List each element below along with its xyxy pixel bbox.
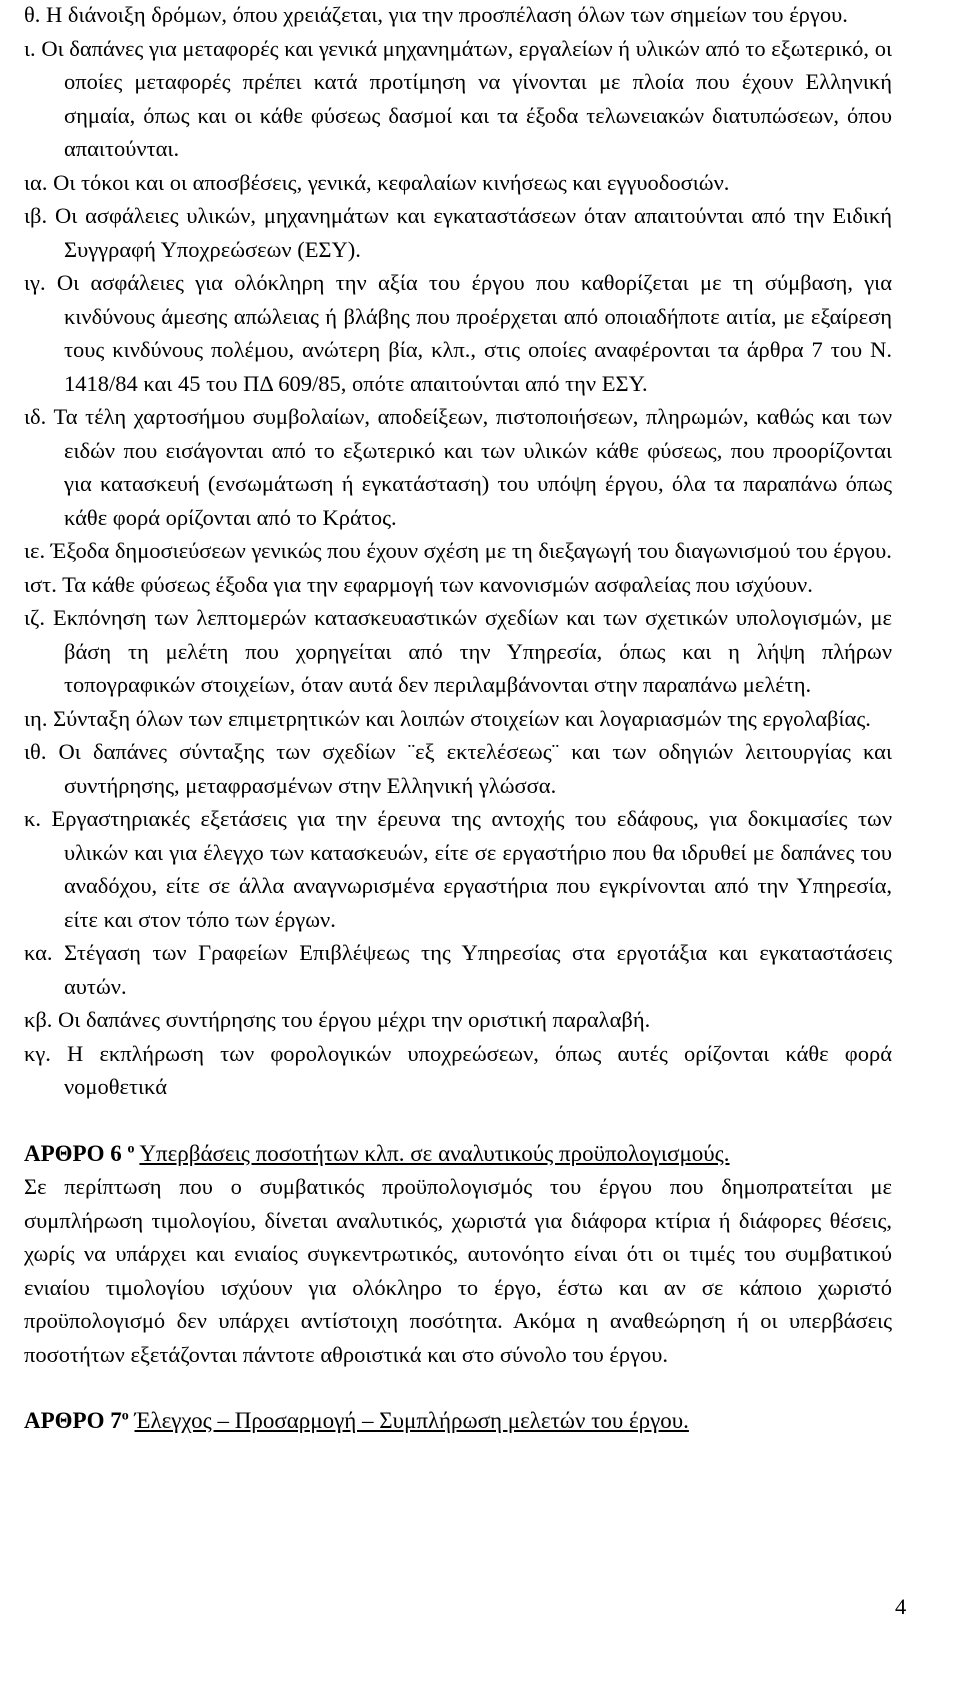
list-item-ie: ιε. Έξοδα δημοσιεύσεων γενικώς που έχουν σχέση με τη διεξαγωγή του διαγωνισμού του έργου. [24, 538, 892, 563]
article-6-label: ΑΡΘΡΟ 6 [24, 1140, 122, 1166]
article-7-label: ΑΡΘΡΟ 7 [24, 1408, 122, 1433]
article-7-superscript: ο [121, 1408, 129, 1424]
list-item-ih: ιη. Σύνταξη όλων των επιμετρητικών και λοιπών στοιχείων και λογαριασμών της εργολαβίας. [24, 705, 871, 731]
list-item-kg: κγ. Η εκπλήρωση των φορολογικών υποχρεώσεων, όπως αυτές ορίζονται κάθε φορά νομοθετικά [24, 1040, 892, 1099]
list-item-ib: ιβ. Οι ασφάλειες υλικών, μηχανημάτων και εγκαταστάσεων όταν απαιτούνται από την Ειδική Συγγραφή Υποχρεώσεων (ΕΣΥ). [24, 203, 892, 262]
list-item-iota: ι. Οι δαπάνες για μεταφορές και γενικά μηχανημάτων, εργαλείων ή υλικών από το εξωτερικό, οι οποίες μεταφορές πρέπει κατά προτίμηση να γίνονται με πλοία που έχουν Ελληνική σημαία, όπως και οι κάθε φύσεως δασμοί και τα έξοδα τελωνειακών διατυπώσεων, όπου απαιτούνται. [24, 35, 892, 161]
article-6-title: Υπερβάσεις ποσοτήτων κλπ. σε αναλυτικούς προϋπολογισμούς. [139, 1140, 730, 1166]
list-item-ia: ια. Οι τόκοι και οι αποσβέσεις, γενικά, κεφαλαίων κινήσεως και εγγυοδοσιών. [24, 169, 730, 195]
article-6-heading [24, 1137, 892, 1171]
list-item-iz: ιζ. Εκπόνηση των λεπτομερών κατασκευαστικών σχεδίων και των σχετικών υπολογισμών, με βάση τη μελέτη που χορηγείται από την Υπηρεσία, όπως και η λήψη πλήρων τοπογραφικών στοιχείων, όταν αυτά δεν περιλαμβάνονται στην παραπάνω μελέτη. [24, 605, 892, 697]
article-6-body: Σε περίπτωση που ο συμβατικός προϋπολογισμός του έργου που δημοπρατείται με συμπλήρωση τιμολογίου, δίνεται αναλυτικός, χωριστά για διάφορα κτίρια ή διάφορες θέσεις, χωρίς να υπάρχει και ενιαίος συγκεντρωτικός, αυτονόητο είναι ότι οι τιμές του συμβατικού ενιαίου τιμολογίου ισχύουν για ολόκληρο το έργο, έστω και αν σε κάποιο χωριστό προϋπολογισμό δεν υπάρχει αντίστοιχη ποσότητα. Ακόμα η αναθεώρηση ή οι υπερβάσεις ποσοτήτων εξετάζονται πάντοτε αθροιστικά και στο σύνολο του έργου. [24, 1174, 892, 1367]
list-item-theta: θ. Η διάνοιξη δρόμων, όπου χρειάζεται, για την προσπέλαση όλων των σημείων του έργου. [24, 2, 848, 27]
spacer [24, 1371, 892, 1404]
list-item-k: κ. Εργαστηριακές εξετάσεις για την έρευνα της αντοχής του εδάφους, για δοκιμασίες των υλικών και για έλεγχο των κατασκευών, είτε σε εργαστήριο που θα ιδρυθεί με δαπάνες του αναδόχου, είτε σε άλλα αναγνωρισμένα εργαστήρια που εγκρίνονται από την Υπηρεσία, είτε και στον τόπο των έργων. [24, 806, 892, 932]
article-6-superscript: ο [127, 1140, 135, 1156]
document-body [24, 0, 892, 1438]
page-number: 4 [895, 1594, 907, 1619]
list-item-kb: κβ. Οι δαπάνες συντήρησης του έργου μέχρι την οριστική παραλαβή. [24, 1007, 651, 1032]
spacer [24, 1104, 892, 1137]
article-7-heading [24, 1404, 892, 1438]
list-item-ig: ιγ. Οι ασφάλειες για ολόκληρη την αξία του έργου που καθορίζεται με τη σύμβαση, για κινδύνους άμεσης απώλειας ή βλάβης που προέρχεται από οποιαδήποτε αιτία, με εξαίρεση τους κινδύνους πολέμου, ανώτερη βία, κλπ., στις οποίες αναφέρονται τα άρθρα 7 του Ν. 1418/84 και 45 του ΠΔ 609/85, οπότε απαιτούνται από την ΕΣΥ. [24, 270, 892, 396]
list-item-ith: ιθ. Οι δαπάνες σύνταξης των σχεδίων ¨εξ εκτελέσεως¨ και των οδηγιών λειτουργίας και συντήρησης, μεταφρασμένων στην Ελληνική γλώσσα. [24, 739, 892, 798]
list-item-ka: κα. Στέγαση των Γραφείων Επιβλέψεως της Υπηρεσίας στα εργοτάξια και εγκαταστάσεις αυτών. [24, 940, 892, 999]
article-7-title: Έλεγχος – Προσαρμογή – Συμπλήρωση μελετών του έργου. [134, 1408, 689, 1433]
list-item-ist: ιστ. Τα κάθε φύσεως έξοδα για την εφαρμογή των κανονισμών ασφαλείας που ισχύουν. [24, 571, 813, 597]
list-item-id: ιδ. Τα τέλη χαρτοσήμου συμβολαίων, αποδείξεων, πιστοποιήσεων, πληρωμών, καθώς και των ειδών που εισάγονται από το εξωτερικό και των υλικών κάθε φύσεως, που προορίζονται για κατασκευή (ενσωμάτωση ή εγκατάσταση) του υπόψη έργου, όλα τα παραπάνω όπως κάθε φορά ορίζονται από το Κράτος. [24, 404, 892, 530]
